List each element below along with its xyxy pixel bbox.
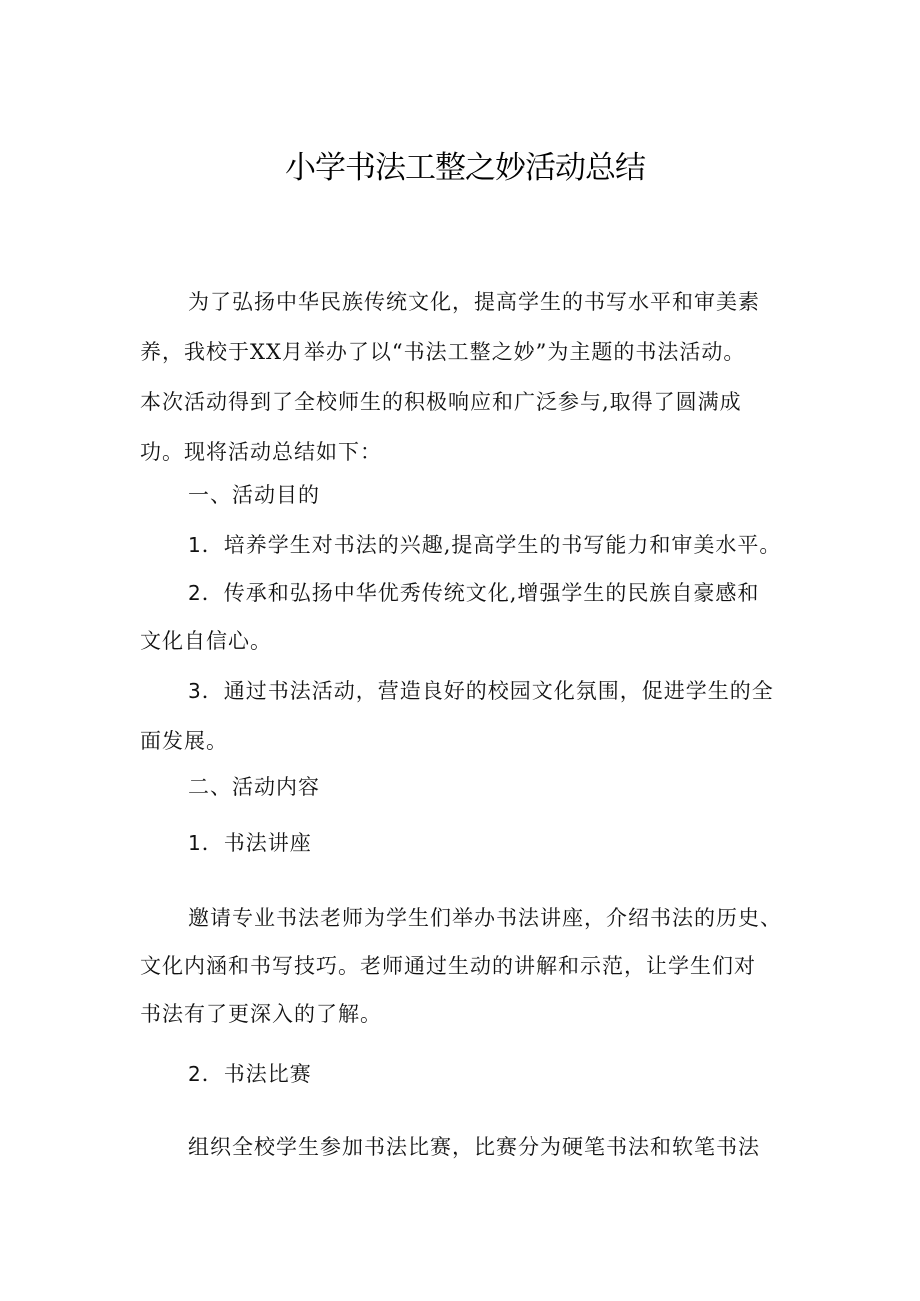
intro-line: 养，我校于XX月举办了以“书法工整之妙”为主题的书法活动。 — [140, 340, 746, 364]
item-number: 3 — [188, 679, 202, 703]
item-number: 2 — [188, 581, 202, 605]
intro-line: 本次活动得到了全校师生的积极响应和广泛参与,取得了圆满成 — [140, 390, 742, 414]
purpose-item-line: 面发展。 — [140, 729, 228, 753]
subsection-title-text: ．书法讲座 — [201, 831, 312, 855]
purpose-item-1 — [140, 533, 800, 557]
content-sub-1-title — [140, 831, 800, 855]
paragraph-line: 书法有了更深入的了解。 — [140, 1002, 382, 1026]
item-number: 1 — [188, 831, 202, 855]
purpose-item-line — [140, 581, 800, 605]
content-sub-2-paragraph — [140, 1135, 800, 1159]
content-sub-2-title — [140, 1062, 800, 1086]
section-heading-text: 一、活动目的 — [188, 483, 320, 507]
purpose-item-3 — [140, 679, 800, 753]
content-sub-1-paragraph — [140, 906, 800, 1026]
item-number: 1 — [188, 533, 202, 557]
intro-line: 功。现将活动总结如下： — [140, 440, 382, 464]
paragraph-line: 文化内涵和书写技巧。老师通过生动的讲解和示范，让学生们对 — [140, 954, 756, 978]
purpose-item-line: 文化自信心。 — [140, 629, 272, 653]
section-heading-text: 二、活动内容 — [188, 775, 320, 799]
item-text: ．通过书法活动，营造良好的校园文化氛围，促进学生的全 — [201, 679, 774, 703]
subsection-title — [140, 1062, 800, 1086]
purpose-item-line — [140, 679, 800, 703]
item-text: ．传承和弘扬中华优秀传统文化,增强学生的民族自豪感和 — [201, 581, 760, 605]
subsection-title-text: ．书法比赛 — [201, 1062, 312, 1086]
item-number: 2 — [188, 1062, 202, 1086]
intro-paragraph — [140, 290, 800, 464]
paragraph-line: 邀请专业书法老师为学生们举办书法讲座，介绍书法的历史、 — [188, 906, 782, 930]
purpose-item-2 — [140, 581, 800, 653]
section-heading-content — [140, 775, 800, 799]
subsection-title — [140, 831, 800, 855]
document-title: 小学书法工整之妙活动总结 — [285, 150, 645, 186]
intro-line: 为了弘扬中华民族传统文化，提高学生的书写水平和审美素 — [188, 290, 760, 314]
purpose-item-line — [140, 533, 800, 557]
paragraph-line: 组织全校学生参加书法比赛，比赛分为硬笔书法和软笔书法 — [188, 1135, 760, 1159]
item-text: ．培养学生对书法的兴趣,提高学生的书写能力和审美水平。 — [201, 533, 782, 557]
section-heading-purpose — [140, 483, 800, 507]
